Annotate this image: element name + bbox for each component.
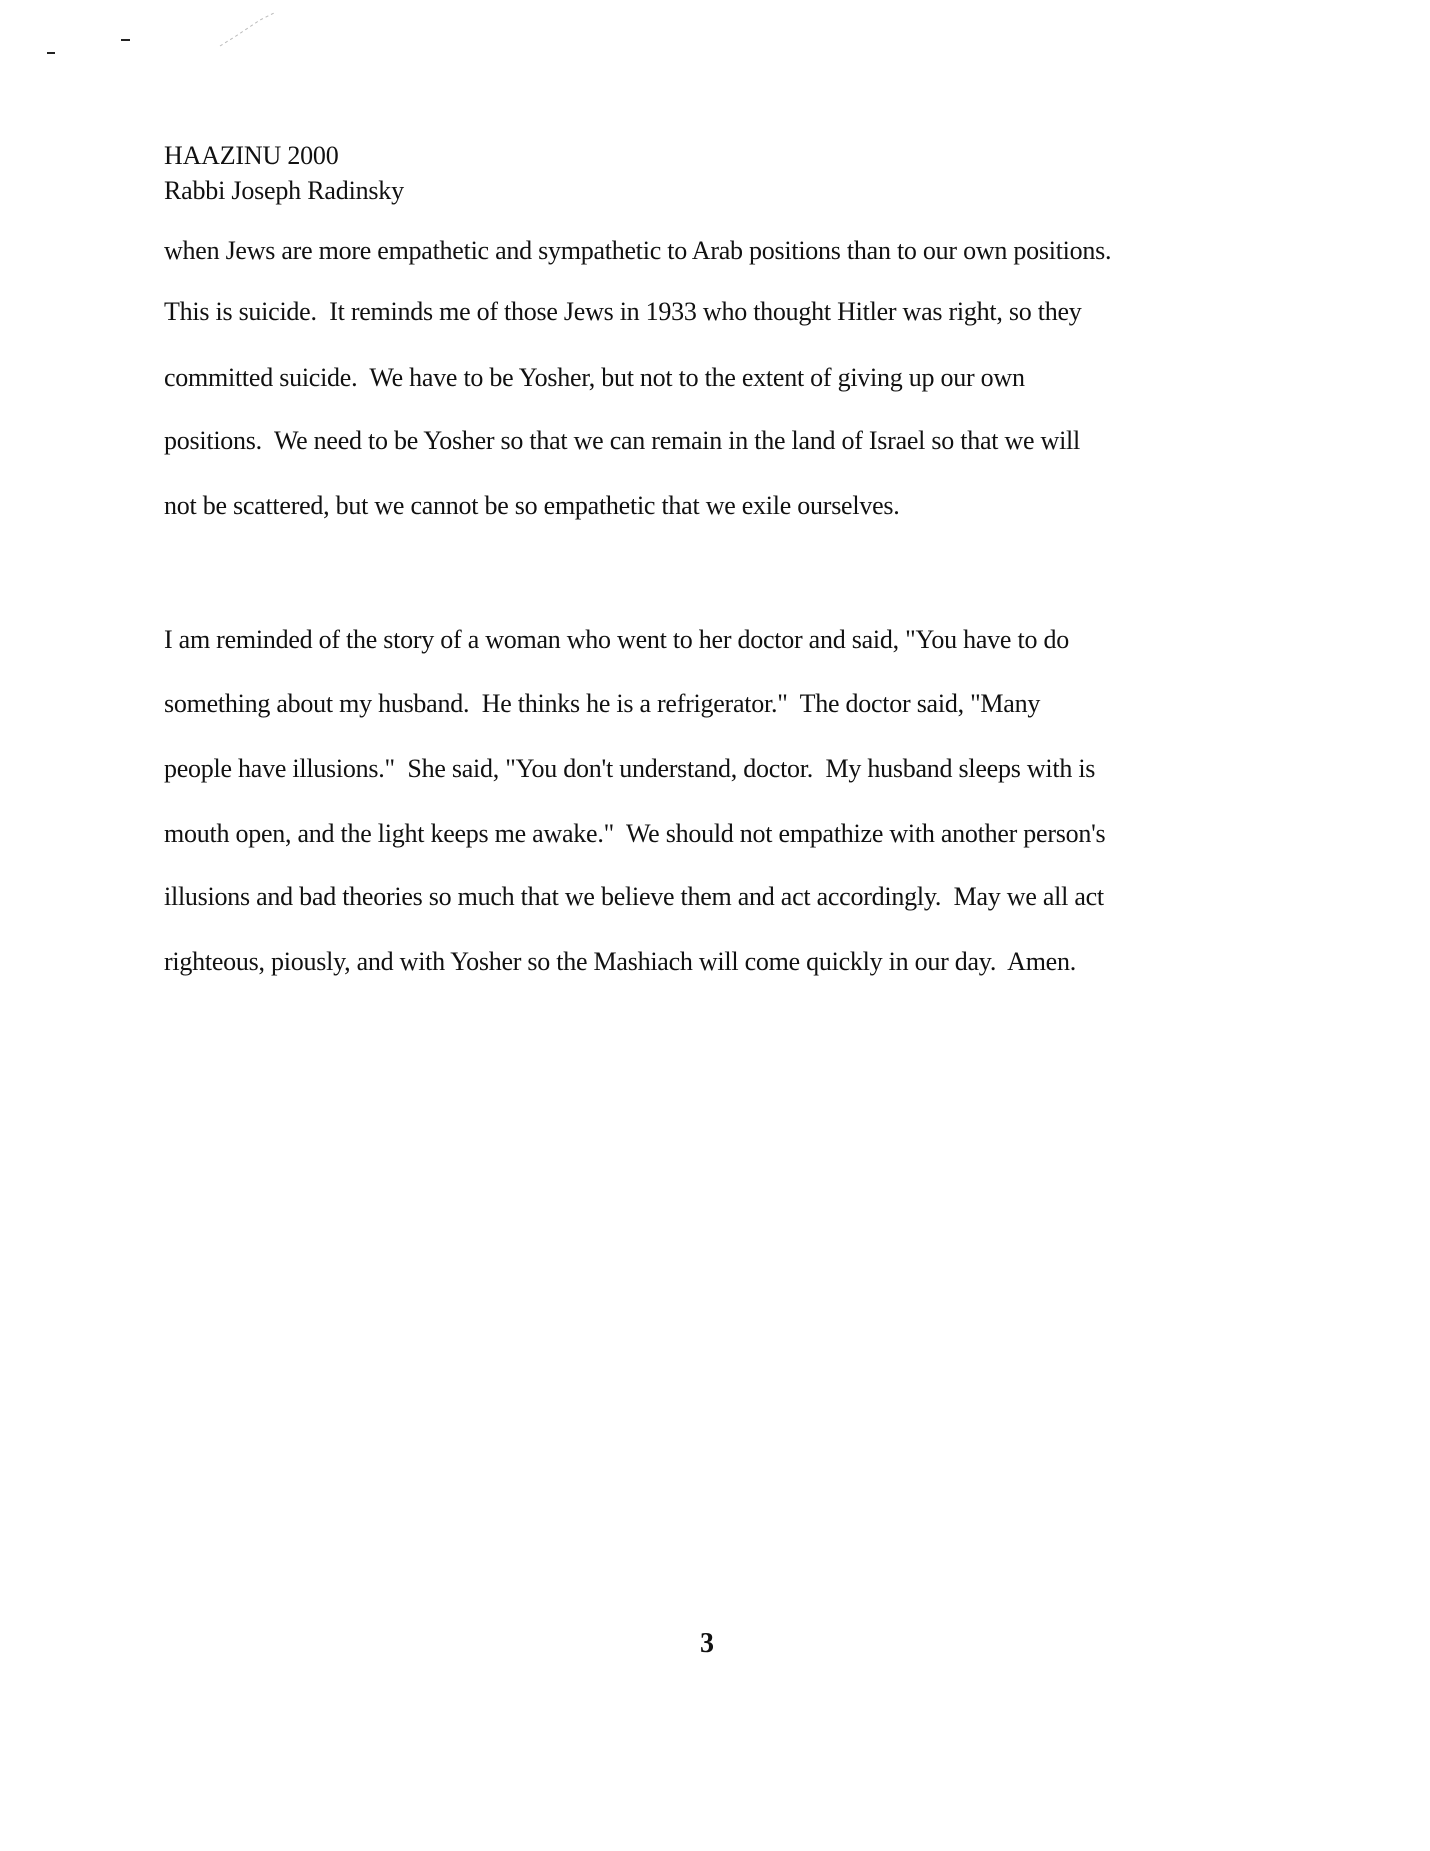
scan-artifact-mark <box>47 52 55 54</box>
paragraph-1-line-5: not be scattered, but we cannot be so empathetic that we exile ourselves. <box>164 491 900 520</box>
paragraph-2-line-6: righteous, piously, and with Yosher so the Mashiach will come quickly in our day. Amen. <box>164 947 1076 976</box>
paragraph-2-line-4: mouth open, and the light keeps me awake." We should not empathize with another person's <box>164 819 1106 848</box>
scan-artifact-mark <box>121 39 130 41</box>
scan-artifact-stroke <box>218 10 278 48</box>
paragraph-2-line-3: people have illusions." She said, "You don't understand, doctor. My husband sleeps with is <box>164 754 1096 783</box>
document-title: HAAZINU 2000 <box>164 141 339 170</box>
paragraph-1-line-1: when Jews are more empathetic and sympathetic to Arab positions than to our own positions. <box>164 236 1112 265</box>
document-header <box>164 138 404 208</box>
paragraph-1-line-2: This is suicide. It reminds me of those Jews in 1933 who thought Hitler was right, so they <box>164 297 1082 326</box>
paragraph-1-line-3: committed suicide. We have to be Yosher, but not to the extent of giving up our own <box>164 363 1025 392</box>
paragraph-2-line-2: something about my husband. He thinks he is a refrigerator." The doctor said, "Many <box>164 689 1041 718</box>
paragraph-2-line-1: I am reminded of the story of a woman who went to her doctor and said, "You have to do <box>164 625 1069 654</box>
paragraph-1-line-4: positions. We need to be Yosher so that we can remain in the land of Israel so that we will <box>164 426 1081 455</box>
paragraph-2-line-5: illusions and bad theories so much that we believe them and act accordingly. May we all act <box>164 882 1104 911</box>
page-number: 3 <box>700 1628 714 1659</box>
document-author: Rabbi Joseph Radinsky <box>164 176 404 205</box>
